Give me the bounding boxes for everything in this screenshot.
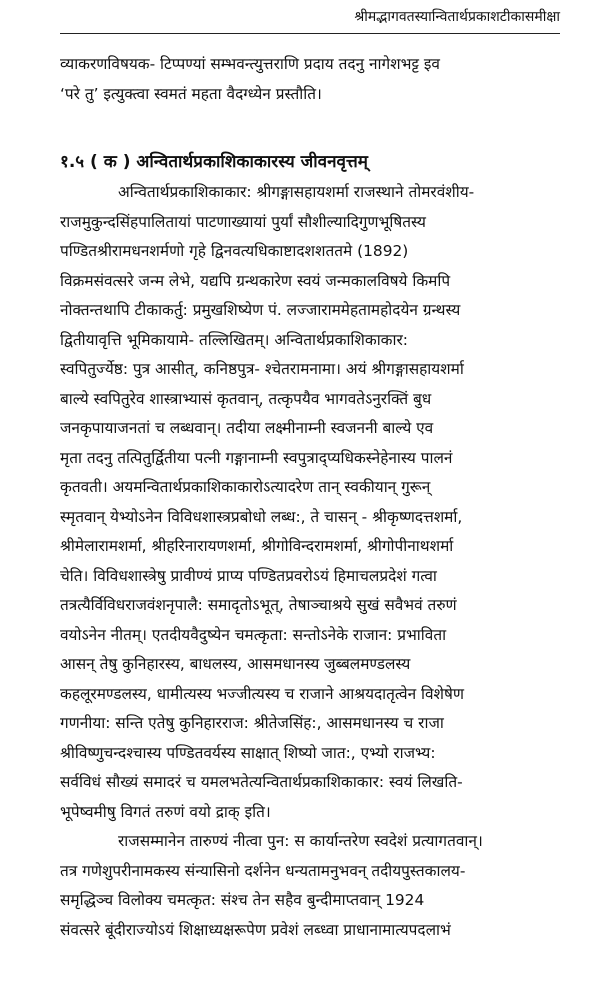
text-line: कृतवती। अयमन्वितार्थप्रकाशिकाकारोऽत्यादरेण तान् स्वकीयान् गुरून् [60, 478, 431, 496]
text-line: कहलूरमण्डलस्य, धामीत्यस्य भज्जीत्यस्य च राजाने आश्रयदातृत्वेन विशेषेण [60, 684, 465, 703]
text-line: संवत्सरे बूंदीराज्योऽयं शिक्षाध्यक्षरूपेण प्रवेशं लब्ध्वा प्राधानामात्यपदलाभं [60, 920, 451, 939]
text-line: द्वितीयावृत्ति भूमिकायामे- तल्लिखितम्। अन्वितार्थप्रकाशिकाकार: [60, 330, 408, 349]
text-line: बाल्ये स्वपितुरेव शास्त्राभ्यासं कृतवान्, तत्कृपयैव भागवतेऽनुरक्तिं बुध [60, 389, 432, 408]
text-line: स्मृतवान् येभ्योऽनेन विविधशास्त्रप्रबोधो लब्ध:, ते चासन् - श्रीकृष्णदत्तशर्मा, [60, 507, 463, 526]
text-line: गणनीया: सन्ति एतेषु कुनिहारराज: श्रीतेजसिंह:, आसमधानस्य च राजा [60, 714, 444, 732]
text-line: स्वपितुर्ज्येष्ठ: पुत्र आसीत्, कनिष्ठपुत्र- श्चेतरामनामा। अयं श्रीगङ्गासहायशर्मा [60, 360, 464, 378]
intro-paragraph [60, 50, 560, 109]
text-line: समृद्धिञ्च विलोक्य चमत्कृत: संश्च तेन सहैव बुन्दीमाप्तवान् 1924 [60, 891, 425, 909]
text-line: पण्डितश्रीरामधनशर्मणो गृहे द्विनवत्यधिकाष्टादशशततमे (1892) [60, 242, 409, 260]
text-line: जनकृपायाजनतां च लब्धवान्। तदीया लक्ष्मीनाम्नी स्वजननी बाल्ये एव [60, 419, 434, 437]
text-line: तत्रत्यैर्विविधराजवंशनृपालै: समादृतोऽभूत्, तेषाञ्चाश्रये सुखं सवैभवं तरुणं [60, 596, 457, 614]
biography-paragraph [60, 178, 560, 945]
text-line: सर्वविधं सौख्यं समादरं च यमलभतेत्यन्वितार्थप्रकाशिकाकार: स्वयं लिखति- [60, 773, 463, 791]
text-line: अन्वितार्थप्रकाशिकाकार: श्रीगङ्गासहायशर्मा राजस्थाने तोमरवंशीय- [118, 183, 475, 201]
text-line: भूपेष्वमीषु विगतं तरुणं वयो द्राक् इति। [60, 802, 271, 821]
text-line: मृता तदनु तत्पितुर्द्वितीया पत्नी गङ्गानाम्नी स्वपुत्राद्प्यधिकस्नेहेनास्य पालनं [60, 448, 453, 467]
header-rule [60, 33, 560, 34]
text-line: राजमुकुन्दसिंहपालितायां पाटणाख्यायां पुर्यां सौशील्यादिगुणभूषितस्य [60, 212, 426, 231]
text-line: श्रीमेलारामशर्मा, श्रीहरिनारायणशर्मा, श्रीगोविन्दरामशर्मा, श्रीगोपीनाथशर्मा [60, 537, 454, 555]
text-line: श्रीविष्णुचन्दश्चास्य पण्डितवर्यस्य साक्षात् शिष्यो जात:, एभ्यो राजभ्य: [60, 743, 436, 762]
text-line: आसन् तेषु कुनिहारस्य, बाधलस्य, आसमधानस्य जुब्बलमण्डलस्य [60, 655, 411, 673]
text-line: तत्र गणेशुपरीनामकस्य संन्यासिनो दर्शनेन धन्यतामनुभवन् तदीयपुस्तकालय- [60, 861, 466, 880]
text-line: चेति। विविधशास्त्रेषु प्रावीण्यं प्राप्य पण्डितप्रवरोऽयं हिमाचलप्रदेशं गत्वा [60, 566, 437, 585]
text-line: वयोऽनेन नीतम्। एतदीयवैदुष्येन चमत्कृता: सन्तोऽनेके राजान: प्रभाविता [60, 625, 447, 644]
text-line: ‘परे तु’ इत्युक्त्वा स्वमतं महता वैदग्ध्येन प्रस्तौति। [60, 84, 322, 103]
text-line: राजसम्मानेन तारुण्यं नीत्वा पुन: स कार्यान्तरेण स्वदेशं प्रत्यागतवान्। [118, 832, 483, 850]
text-line: विक्रमसंवत्सरे जन्म लेभे, यद्यपि ग्रन्थकारेण स्वयं जन्मकालविषये किमपि [60, 271, 451, 290]
text-line: व्याकरणविषयक- टिप्पण्यां सम्भवन्त्युत्तराणि प्रदाय तदनु नागेशभट्ट इव [60, 55, 440, 73]
running-header: श्रीमद्भागवतस्यान्वितार्थप्रकाशटीकासमीक्षा [354, 9, 560, 25]
section-heading: १.५ ( क ) अन्वितार्थप्रकाशिकाकारस्य जीवनवृत्तम् [60, 152, 368, 172]
text-line: नोक्तन्तथापि टीकाकर्तु: प्रमुखशिष्येण पं. लज्जाराममेहतामहोदयेन ग्रन्थस्य [60, 301, 461, 319]
